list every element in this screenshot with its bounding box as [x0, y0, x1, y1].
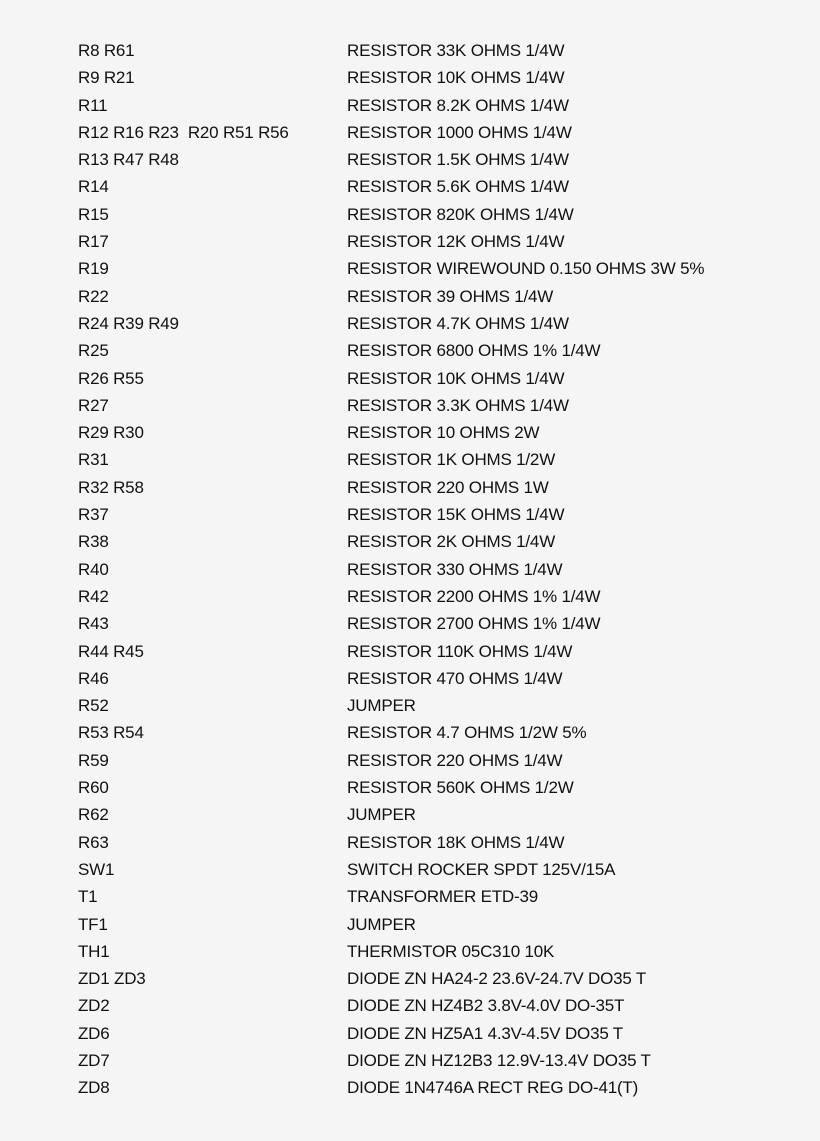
reference-designator: ZD7: [78, 1050, 110, 1070]
reference-designator: R9 R21: [78, 68, 135, 88]
parts-list-row: [78, 638, 798, 665]
part-description: RESISTOR 560K OHMS 1/2W: [347, 778, 574, 798]
parts-list-row: [78, 37, 798, 64]
part-description: JUMPER: [347, 696, 416, 716]
reference-designator: TH1: [78, 941, 110, 961]
parts-list-row: [78, 474, 798, 501]
part-description: TRANSFORMER ETD-39: [347, 887, 538, 907]
parts-list-row: [78, 938, 798, 965]
part-description: RESISTOR 10 OHMS 2W: [347, 423, 540, 443]
reference-designator: R11: [78, 95, 108, 115]
reference-designator: R19: [78, 259, 109, 279]
parts-list-row: [78, 883, 798, 910]
part-description: RESISTOR 1K OHMS 1/2W: [347, 450, 556, 470]
reference-designator: R32 R58: [78, 477, 144, 497]
reference-designator: R43: [78, 614, 109, 634]
parts-list-row: [78, 92, 798, 119]
parts-list-row: [78, 992, 798, 1019]
reference-designator: R22: [78, 286, 109, 306]
reference-designator: R14: [78, 177, 109, 197]
reference-designator: R8 R61: [78, 41, 135, 60]
parts-list-row: [78, 283, 798, 310]
part-description: RESISTOR 33K OHMS 1/4W: [347, 41, 565, 60]
part-description: RESISTOR 1000 OHMS 1/4W: [347, 122, 572, 142]
parts-list-row: [78, 911, 798, 938]
parts-list-row: [78, 392, 798, 419]
part-description: RESISTOR 1.5K OHMS 1/4W: [347, 150, 569, 170]
reference-designator: R62: [78, 805, 109, 825]
parts-list-row: [78, 801, 798, 828]
parts-list-row: [78, 692, 798, 719]
parts-list-row: [78, 1047, 798, 1074]
parts-list-row: [78, 255, 798, 282]
part-description: DIODE ZN HZ4B2 3.8V-4.0V DO-35T: [347, 996, 625, 1016]
parts-list-row: [78, 446, 798, 473]
part-description: RESISTOR WIREWOUND 0.150 OHMS 3W 5%: [347, 259, 705, 279]
part-description: DIODE ZN HZ12B3 12.9V-13.4V DO35 T: [347, 1050, 651, 1070]
reference-designator: R46: [78, 668, 109, 688]
parts-list-row: [78, 747, 798, 774]
parts-list-row: [78, 856, 798, 883]
reference-designator: R31: [78, 450, 109, 470]
part-description: JUMPER: [347, 914, 416, 934]
parts-list-row: [78, 419, 798, 446]
parts-list-row: [78, 965, 798, 992]
reference-designator: R37: [78, 505, 109, 525]
reference-designator: ZD6: [78, 1023, 110, 1043]
reference-designator: R40: [78, 559, 109, 579]
part-description: RESISTOR 15K OHMS 1/4W: [347, 505, 565, 525]
parts-list-row: [78, 556, 798, 583]
parts-list-row: [78, 337, 798, 364]
reference-designator: R24 R39 R49: [78, 313, 179, 333]
part-description: RESISTOR 220 OHMS 1W: [347, 477, 549, 497]
parts-list-row: [78, 64, 798, 91]
part-description: RESISTOR 4.7K OHMS 1/4W: [347, 313, 569, 333]
reference-designator: R15: [78, 204, 109, 224]
reference-designator: ZD8: [78, 1078, 110, 1098]
parts-list-row: [78, 228, 798, 255]
parts-list-row: [78, 501, 798, 528]
parts-list-row: [78, 665, 798, 692]
part-description: RESISTOR 2200 OHMS 1% 1/4W: [347, 586, 601, 606]
part-description: RESISTOR 39 OHMS 1/4W: [347, 286, 554, 306]
reference-designator: R59: [78, 750, 109, 770]
parts-list-row: [78, 528, 798, 555]
reference-designator: R60: [78, 778, 109, 798]
part-description: SWITCH ROCKER SPDT 125V/15A: [347, 859, 616, 879]
reference-designator: R17: [78, 232, 109, 252]
part-description: RESISTOR 330 OHMS 1/4W: [347, 559, 563, 579]
reference-designator: R12 R16 R23 R20 R51 R56: [78, 122, 289, 142]
part-description: RESISTOR 2K OHMS 1/4W: [347, 532, 556, 552]
reference-designator: T1: [78, 887, 98, 907]
part-description: RESISTOR 820K OHMS 1/4W: [347, 204, 574, 224]
part-description: JUMPER: [347, 805, 416, 825]
part-description: RESISTOR 110K OHMS 1/4W: [347, 641, 573, 661]
parts-list-row: [78, 119, 798, 146]
part-description: RESISTOR 12K OHMS 1/4W: [347, 232, 565, 252]
part-description: RESISTOR 5.6K OHMS 1/4W: [347, 177, 569, 197]
reference-designator: SW1: [78, 859, 115, 879]
reference-designator: R25: [78, 341, 109, 361]
reference-designator: R38: [78, 532, 109, 552]
parts-list-row: [78, 774, 798, 801]
part-description: RESISTOR 3.3K OHMS 1/4W: [347, 395, 569, 415]
reference-designator: R42: [78, 586, 109, 606]
parts-list-row: [78, 1074, 798, 1101]
part-description: RESISTOR 4.7 OHMS 1/2W 5%: [347, 723, 587, 743]
reference-designator: ZD1 ZD3: [78, 969, 146, 989]
reference-designator: R52: [78, 696, 109, 716]
parts-list-row: [78, 310, 798, 337]
reference-designator: ZD2: [78, 996, 110, 1016]
part-description: THERMISTOR 05C310 10K: [347, 941, 555, 961]
part-description: DIODE ZN HZ5A1 4.3V-4.5V DO35 T: [347, 1023, 623, 1043]
parts-list-row: [78, 719, 798, 746]
part-description: RESISTOR 10K OHMS 1/4W: [347, 68, 565, 88]
parts-list-row: [78, 365, 798, 392]
part-description: RESISTOR 2700 OHMS 1% 1/4W: [347, 614, 601, 634]
parts-list-row: [78, 201, 798, 228]
reference-designator: R44 R45: [78, 641, 144, 661]
part-description: DIODE 1N4746A RECT REG DO-41(T): [347, 1078, 639, 1098]
parts-list-row: [78, 610, 798, 637]
reference-designator: TF1: [78, 914, 108, 934]
part-description: RESISTOR 10K OHMS 1/4W: [347, 368, 565, 388]
part-description: RESISTOR 6800 OHMS 1% 1/4W: [347, 341, 601, 361]
reference-designator: R29 R30: [78, 423, 144, 443]
part-description: RESISTOR 470 OHMS 1/4W: [347, 668, 563, 688]
parts-list-row: [78, 146, 798, 173]
parts-list: [78, 37, 798, 1102]
reference-designator: R53 R54: [78, 723, 144, 743]
reference-designator: R63: [78, 832, 109, 852]
part-description: RESISTOR 18K OHMS 1/4W: [347, 832, 565, 852]
parts-list-row: [78, 1020, 798, 1047]
parts-list-row: [78, 173, 798, 200]
reference-designator: R13 R47 R48: [78, 150, 179, 170]
reference-designator: R26 R55: [78, 368, 144, 388]
part-description: RESISTOR 8.2K OHMS 1/4W: [347, 95, 569, 115]
part-description: DIODE ZN HA24-2 23.6V-24.7V DO35 T: [347, 969, 647, 989]
reference-designator: R27: [78, 395, 109, 415]
part-description: RESISTOR 220 OHMS 1/4W: [347, 750, 563, 770]
parts-list-row: [78, 829, 798, 856]
parts-list-row: [78, 583, 798, 610]
